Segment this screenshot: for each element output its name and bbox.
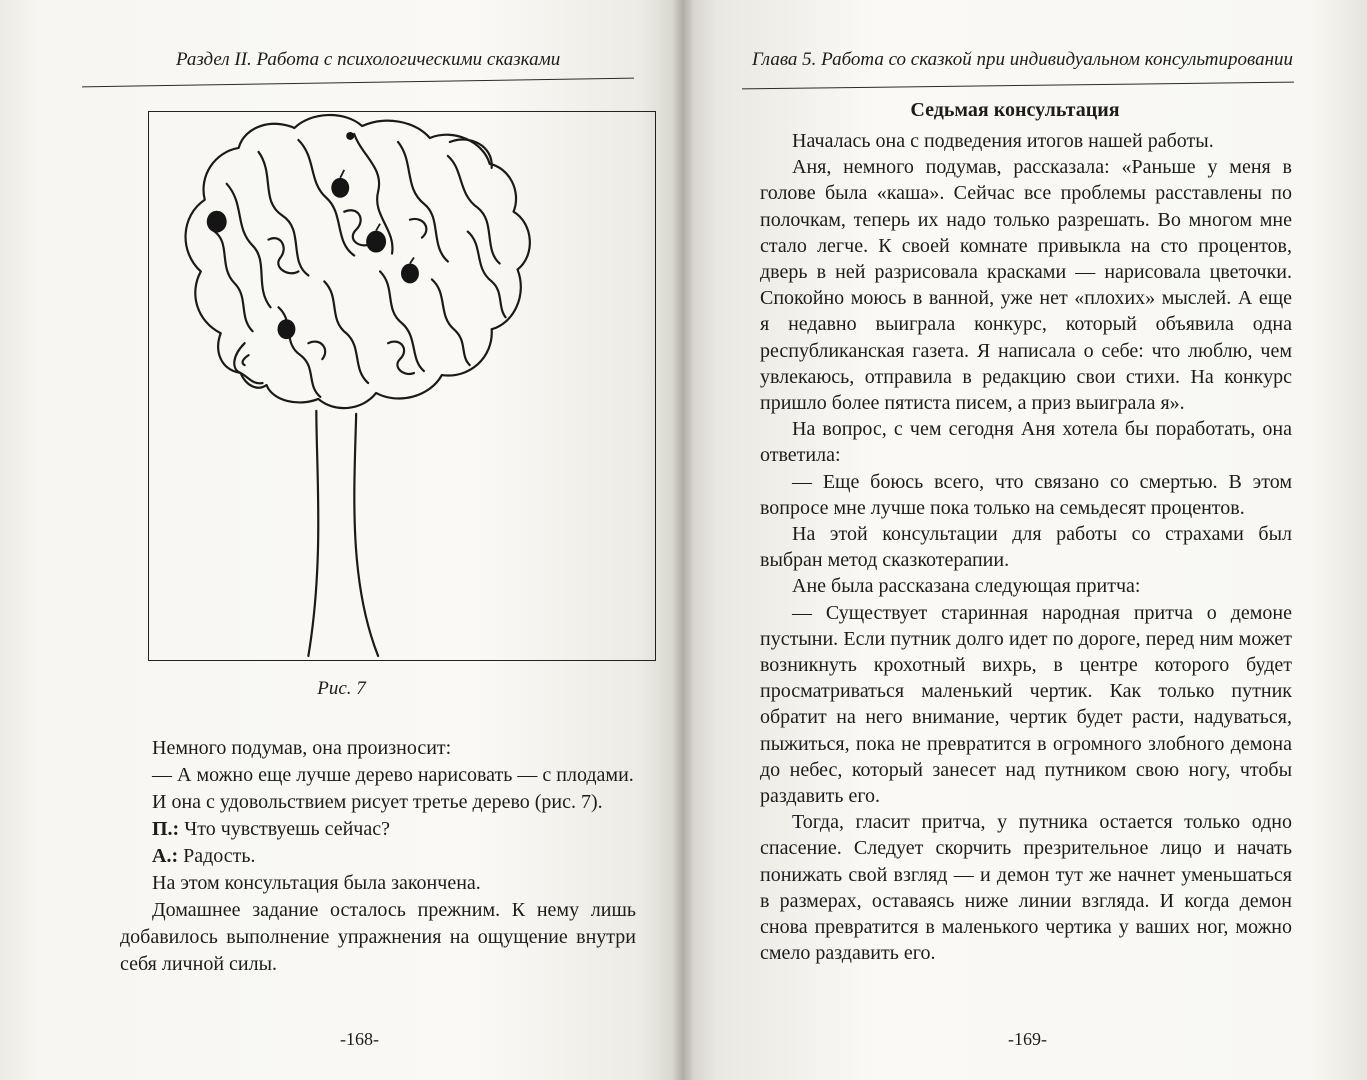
- fruit-icon: [366, 231, 386, 253]
- paragraph: — Еще боюсь всего, что связано со смертью. В этом вопросе мне лучше пока только на семьдесят процентов.: [760, 470, 1292, 519]
- crown-face-profile: [234, 343, 262, 383]
- paragraph: Домашнее задание осталось прежним. К нему лишь добавилось выполнение упражнения на ощущение внутри себя личной силы.: [120, 899, 636, 975]
- paragraph: Началась она с подведения итогов нашей работы.: [792, 130, 1214, 152]
- speaker-label: А.:: [152, 845, 179, 867]
- dialogue-line: [120, 843, 636, 870]
- tree-trunk-right-line: [354, 414, 378, 656]
- section-title: Седьмая консультация: [910, 99, 1120, 121]
- right-page-number: -169-: [1008, 1029, 1047, 1049]
- right-running-head: Глава 5. Работа со сказкой при индивидуальном консультировании: [752, 49, 1294, 70]
- paragraph: На вопрос, с чем сегодня Аня хотела бы поработать, она ответила:: [760, 418, 1292, 467]
- left-header-rule: [82, 78, 634, 88]
- figure-7-frame: [148, 111, 656, 661]
- dialogue-text: Радость.: [178, 845, 256, 867]
- book-gutter: [672, 0, 694, 1080]
- tree-fruits: [207, 132, 419, 339]
- fruit-icon: [346, 132, 354, 140]
- paragraph: И она с удовольствием рисует третье дерево (рис. 7).: [152, 791, 603, 813]
- fruit-icon: [277, 319, 295, 339]
- left-running-head: Раздел II. Работа с психологическими сказками: [176, 49, 561, 70]
- paragraph: Ане была рассказана следующая притча:: [792, 575, 1141, 598]
- figure-caption: Рис. 7: [317, 678, 366, 699]
- fruit-icon: [331, 178, 349, 198]
- paragraph: — Существует старинная народная притча о демоне пустыни. Если путник долго идет по дороге, перед ним может возникнуть крохотный вихрь, в центре которого будет просматриваться маленький чертик. Как только путник обратит на него внимание, чертик будет расти, надуваться, пыжиться, пока не превратится в огромного злобного демона до небес, который занесет над путником свою ногу, чтобы раздавить его.: [760, 601, 1292, 808]
- fruit-icon: [401, 263, 419, 283]
- paragraph: Тогда, гласит притча, у путника остается только одно спасение. Следует скорчить презрительное лицо и начать понижать свой взгляд — и демон тут же начнет уменьшаться в размерах, оставаясь ниже линии взгляда. И когда демон снова превратится в маленького чертика у ваших ног, можно смело раздавить его.: [760, 811, 1292, 965]
- dialogue-line: [120, 816, 636, 843]
- paragraph: — А можно еще лучше дерево нарисовать — с плодами.: [152, 764, 634, 786]
- right-text-block: [760, 128, 1292, 967]
- paragraph: На этой консультации для работы со страхами был выбран метод сказкотерапии.: [760, 523, 1292, 572]
- left-text-block: [120, 735, 636, 978]
- left-page-number: -168-: [340, 1029, 379, 1049]
- paragraph: Аня, немного подумав, рассказала: «Раньше у меня в голове была «каша». Сейчас все проблемы расставлены по полочкам, теперь их надо только разрешать. Во многом мне стало легче. К своей комнате привыкла на сто процентов, дверь в ней разрисовала красками — нарисовала цветочки. Спокойно моюсь в ванной, уже нет «плохих» мыслей. А еще я недавно выиграла конкурс, который объявила одна республиканская газета. Я написала о себе: что люблю, чем увлекаюсь, отправила в редакцию свои стихи. На конкурс пришло более пятиста писем, а приз выиграла я».: [760, 156, 1292, 415]
- fruit-icon: [207, 211, 227, 233]
- tree-drawing-illustration: [149, 112, 655, 660]
- dialogue-text: Что чувствуешь сейчас?: [179, 818, 390, 840]
- tree-trunk-left-line: [308, 411, 318, 656]
- speaker-label: П.:: [152, 818, 180, 840]
- paragraph: Немного подумав, она произносит:: [152, 737, 452, 759]
- paragraph: На этом консультация была закончена.: [152, 872, 481, 894]
- left-page: [0, 0, 683, 1080]
